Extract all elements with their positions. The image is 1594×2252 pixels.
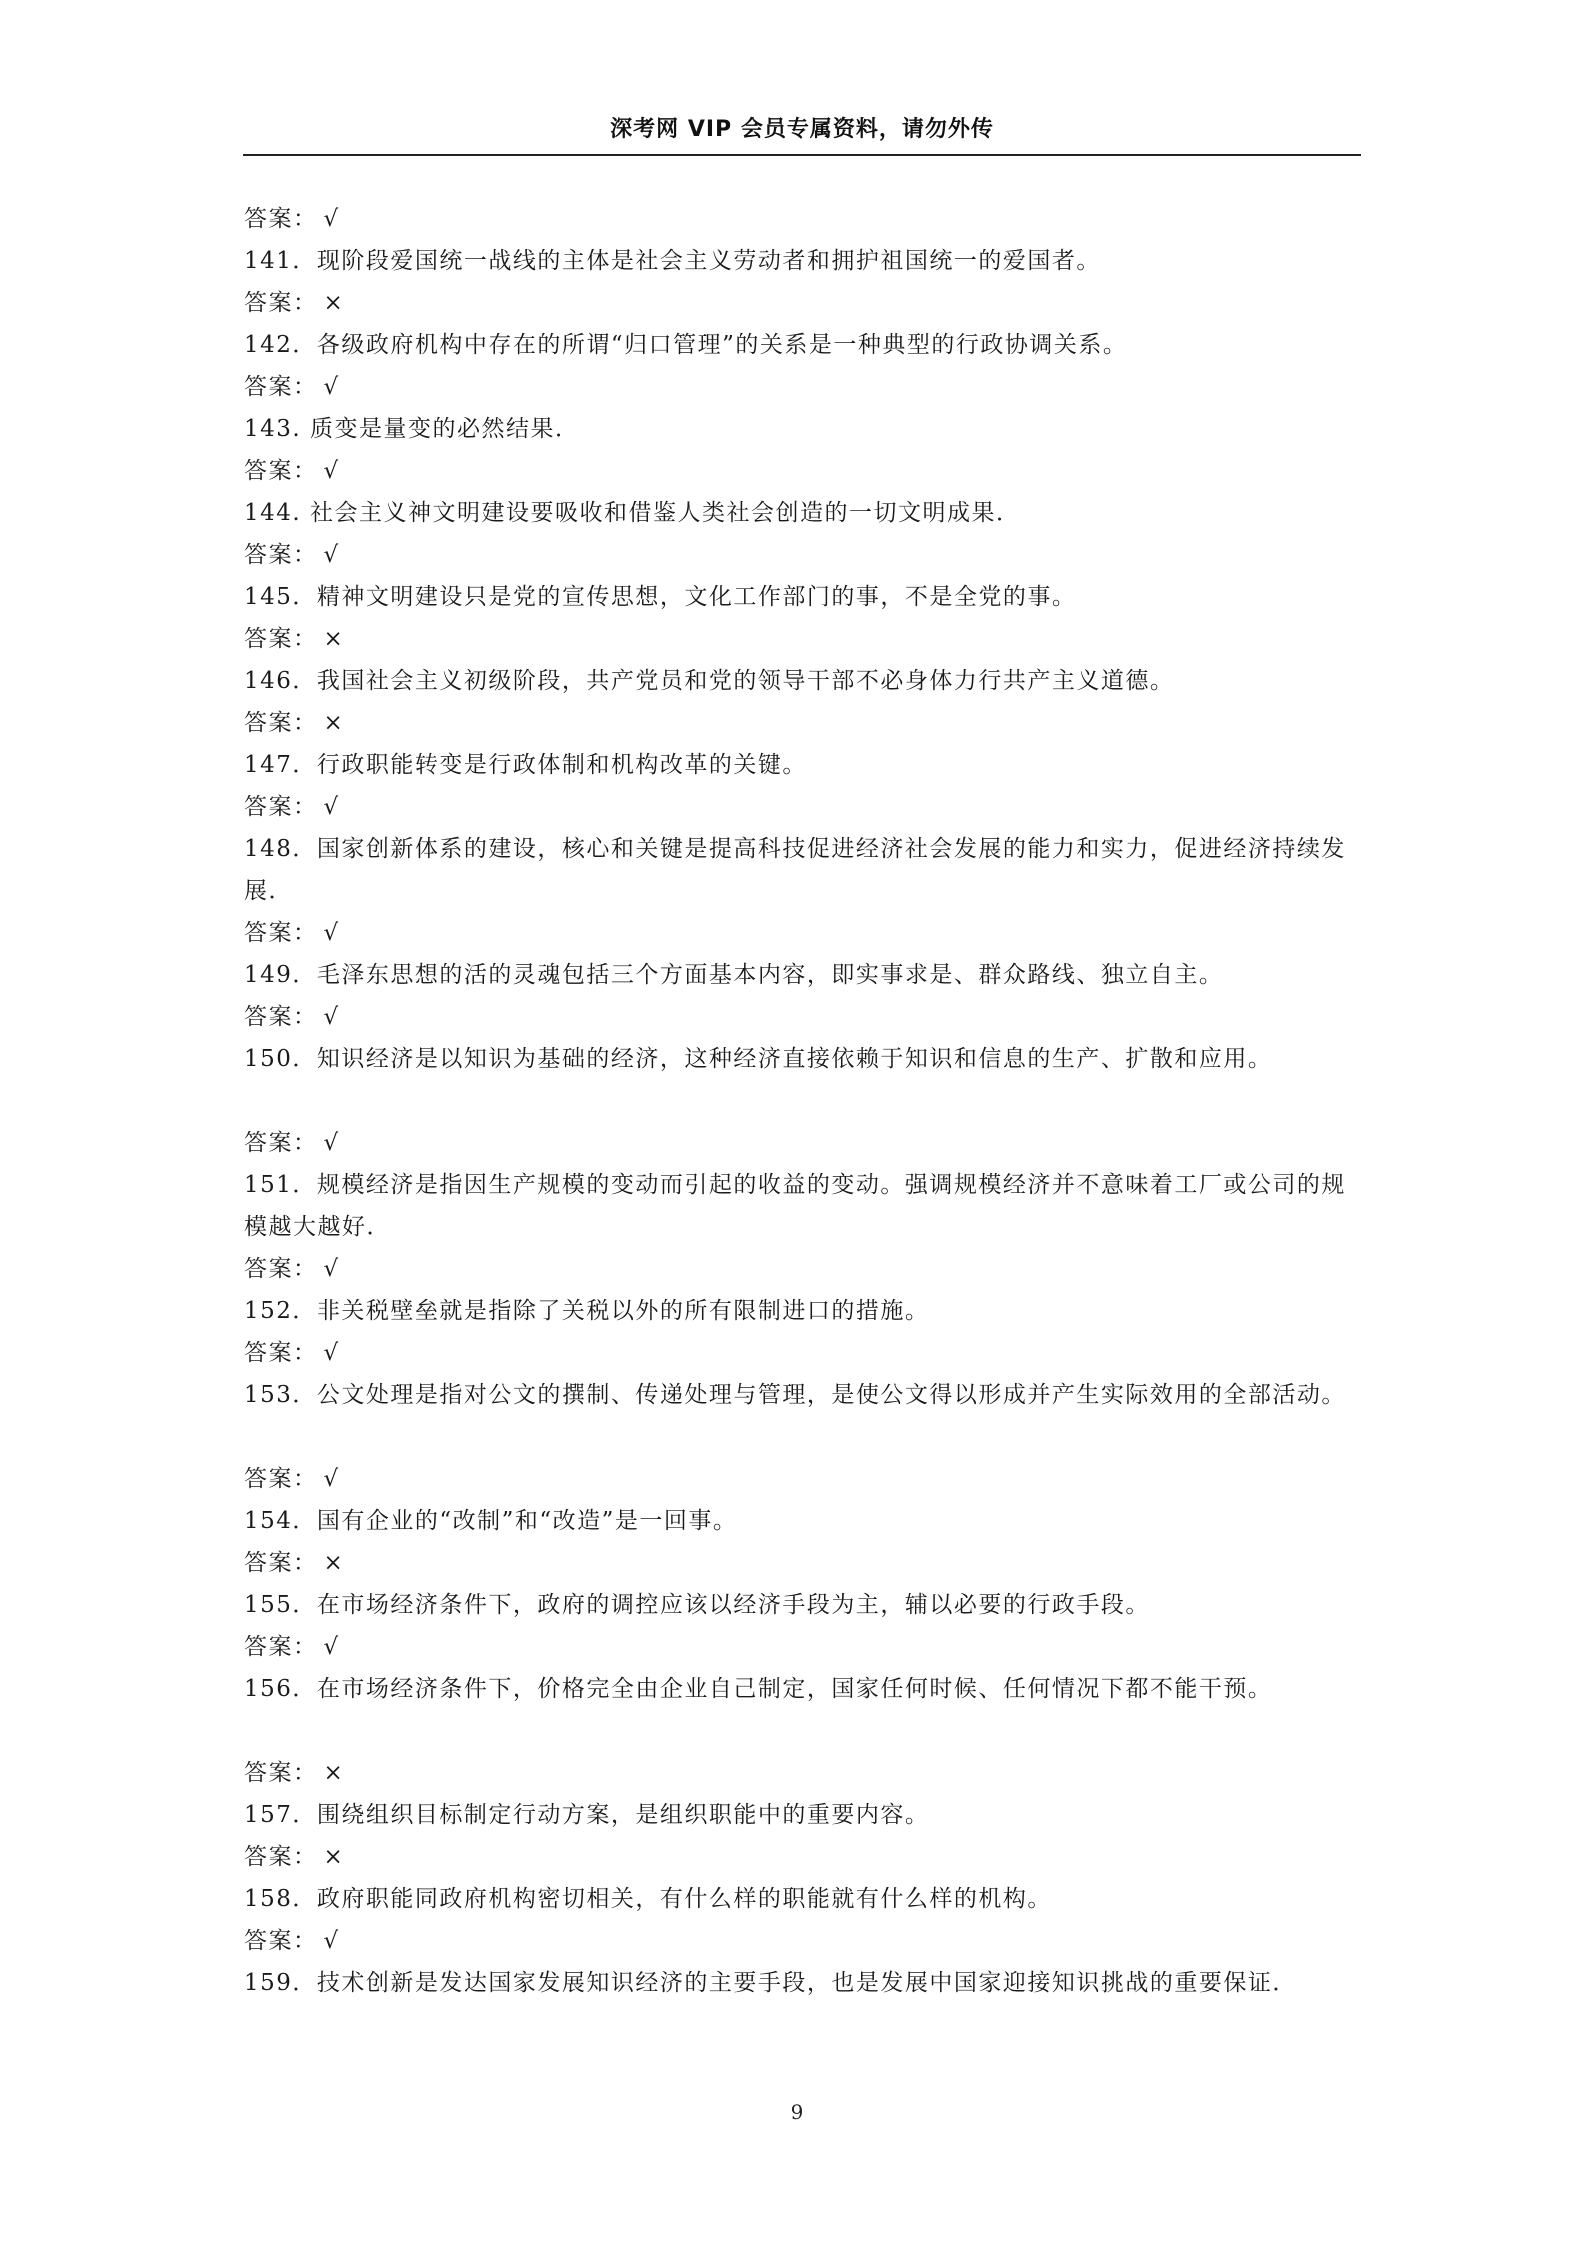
question-text: 148．国家创新体系的建设，核心和关键是提高科技促进经济社会发展的能力和实力，促进经济持续发展．: [244, 836, 1346, 904]
question-text: 151．规模经济是指因生产规模的变动而引起的收益的变动。强调规模经济并不意味着工厂或公司的规模越大越好．: [244, 1172, 1346, 1240]
page-number: 9: [790, 2100, 804, 2124]
answer-label: 答案：: [244, 1634, 318, 1660]
header-rule: [243, 154, 1361, 156]
answer-line: [244, 1122, 1362, 1164]
question-text: 143. 质变是量变的必然结果．: [244, 416, 580, 442]
answer-label: 答案：: [244, 206, 318, 232]
answer-line: [244, 1836, 1362, 1878]
answer-line: [244, 282, 1362, 324]
answer-line: [244, 1626, 1362, 1668]
question-text: 146．我国社会主义初级阶段，共产党员和党的领导干部不必身体力行共产主义道德。: [244, 668, 1175, 694]
answer-label: 答案：: [244, 1844, 318, 1870]
answer-line: [244, 1752, 1362, 1794]
answer-mark: ×: [323, 290, 345, 316]
question-text: 145．精神文明建设只是党的宣传思想，文化工作部门的事，不是全党的事。: [244, 584, 1077, 610]
answer-label: 答案：: [244, 1760, 318, 1786]
question-text: 159．技术创新是发达国家发展知识经济的主要手段，也是发展中国家迎接知识挑战的重要保证．: [244, 1970, 1297, 1996]
answer-mark: √: [323, 1256, 340, 1282]
answer-mark: ×: [323, 626, 345, 652]
answer-mark: √: [323, 794, 340, 820]
answer-mark: √: [323, 1004, 340, 1030]
answer-mark: ×: [323, 1844, 345, 1870]
answer-line: [244, 1248, 1362, 1290]
answer-line: [244, 912, 1362, 954]
answer-line: [244, 786, 1362, 828]
answer-label: 答案：: [244, 1466, 318, 1492]
answer-label: 答案：: [244, 920, 318, 946]
answer-mark: √: [323, 920, 340, 946]
question-text: 156．在市场经济条件下，价格完全由企业自己制定，国家任何时候、任何情况下都不能干预。: [244, 1676, 1273, 1702]
answer-label: 答案：: [244, 794, 318, 820]
answer-mark: ×: [323, 1760, 345, 1786]
question-text: 142．各级政府机构中存在的所谓“归口管理”的关系是一种典型的行政协调关系。: [244, 332, 1128, 358]
answer-label: 答案：: [244, 710, 318, 736]
answer-line: [244, 996, 1362, 1038]
answer-label: 答案：: [244, 1340, 318, 1366]
question-text: 158．政府职能同政府机构密切相关，有什么样的职能就有什么样的机构。: [244, 1886, 1052, 1912]
answer-line: [244, 1458, 1362, 1500]
answer-label: 答案：: [244, 1928, 318, 1954]
page-header: 深考网 VIP 会员专属资料，请勿外传: [610, 117, 994, 142]
question-list: [244, 240, 1362, 2046]
answer-line: [244, 450, 1362, 492]
answer-mark: ×: [323, 710, 345, 736]
answer-line: [244, 702, 1362, 744]
question-text: 150．知识经济是以知识为基础的经济，这种经济直接依赖于知识和信息的生产、扩散和应用。: [244, 1046, 1273, 1072]
answer-line: [244, 366, 1362, 408]
answer-line: [244, 1332, 1362, 1374]
answer-label: 答案：: [244, 626, 318, 652]
question-text: 152．非关税壁垒就是指除了关税以外的所有限制进口的措施。: [244, 1298, 930, 1324]
answer-line: [244, 1920, 1362, 1962]
answer-line: [244, 618, 1362, 660]
document-body: [244, 198, 1362, 2046]
answer-line: [244, 534, 1362, 576]
question-text: 153．公文处理是指对公文的撰制、传递处理与管理，是使公文得以形成并产生实际效用的全部活动。: [244, 1382, 1346, 1408]
answer-label: 答案：: [244, 1550, 318, 1576]
answer-line: [244, 198, 1362, 240]
answer-mark: √: [323, 542, 340, 568]
question-text: 149．毛泽东思想的活的灵魂包括三个方面基本内容，即实事求是、群众路线、独立自主。: [244, 962, 1224, 988]
answer-mark: √: [323, 1634, 340, 1660]
answer-label: 答案：: [244, 1004, 318, 1030]
answer-mark: √: [323, 1466, 340, 1492]
answer-label: 答案：: [244, 374, 318, 400]
question-text: 155．在市场经济条件下，政府的调控应该以经济手段为主，辅以必要的行政手段。: [244, 1592, 1150, 1618]
question-text: 147．行政职能转变是行政体制和机构改革的关键。: [244, 752, 807, 778]
answer-mark: √: [323, 1130, 340, 1156]
answer-mark: √: [323, 1928, 340, 1954]
question-text: 157．围绕组织目标制定行动方案，是组织职能中的重要内容。: [244, 1802, 930, 1828]
answer-label: 答案：: [244, 1256, 318, 1282]
answer-label: 答案：: [244, 458, 318, 484]
answer-line: [244, 1542, 1362, 1584]
answer-mark: √: [323, 1340, 340, 1366]
question-text: 141．现阶段爱国统一战线的主体是社会主义劳动者和拥护祖国统一的爱国者。: [244, 248, 1101, 274]
answer-mark: √: [323, 374, 340, 400]
answer-mark: √: [323, 206, 340, 232]
question-text: 144. 社会主义神文明建设要吸收和借鉴人类社会创造的一切文明成果．: [244, 500, 1021, 526]
answer-mark: √: [323, 458, 340, 484]
answer-mark: ×: [323, 1550, 345, 1576]
question-text: 154．国有企业的“改制”和“改造”是一回事。: [244, 1508, 738, 1534]
answer-label: 答案：: [244, 542, 318, 568]
answer-label: 答案：: [244, 1130, 318, 1156]
answer-label: 答案：: [244, 290, 318, 316]
